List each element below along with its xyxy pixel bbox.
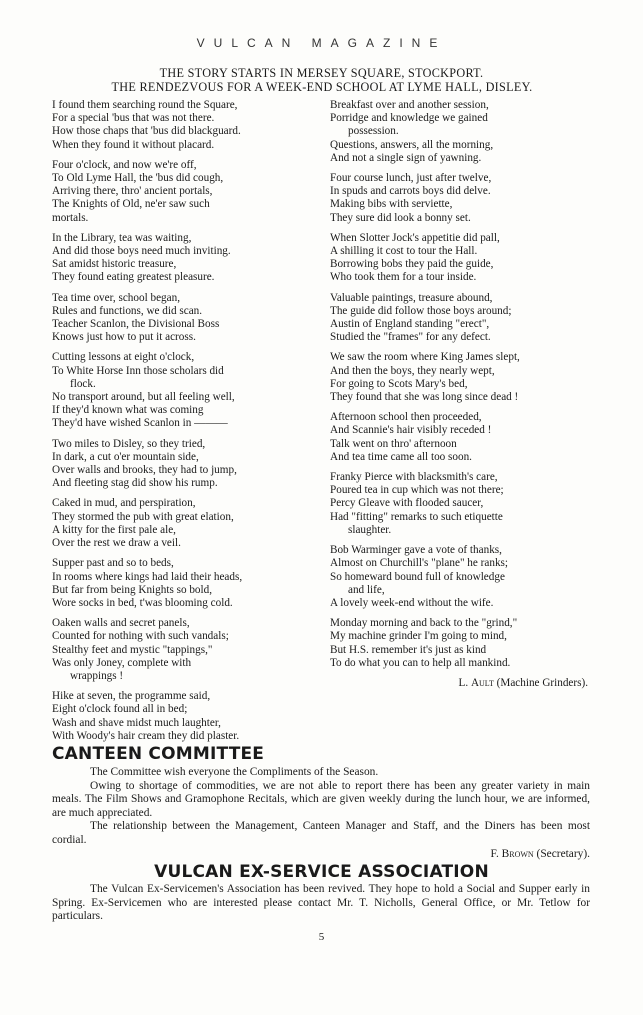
poem-line: mortals. [52, 211, 89, 224]
canteen-paragraph: The relationship between the Management, Canteen Manager and Staff, and the Diners has been most cordial. [52, 820, 590, 846]
poem-line: To do what you can to help all mankind. [330, 656, 511, 669]
poem-stanza [330, 411, 592, 464]
poem-line: And tea time came all too soon. [330, 450, 472, 463]
poem-stanza [52, 99, 322, 152]
poem-line: Counted for nothing with such vandals; [52, 630, 229, 643]
poem-line: Caked in mud, and perspiration, [52, 497, 196, 510]
poem-signature-dept: (Machine Grinders). [493, 676, 588, 689]
poem-line: A lovely week-end without the wife. [330, 596, 494, 609]
poem-line: To Old Lyme Hall, the 'bus did cough, [52, 172, 224, 185]
poem-line: I found them searching round the Square, [52, 99, 238, 111]
poem-line: The guide did follow those boys around; [330, 304, 512, 317]
poem-stanza [52, 497, 322, 550]
poem-line: In dark, a cut o'er mountain side, [52, 450, 199, 463]
poem-signature [330, 677, 592, 690]
poem-signature-initial: L. [458, 676, 471, 689]
ex-service-heading: VULCAN EX-SERVICE ASSOCIATION [154, 862, 489, 882]
poem-line: Talk went on thro' afternoon [330, 437, 457, 450]
poem-line: Stealthy feet and mystic "tappings," [52, 643, 213, 656]
poem-stanza [330, 471, 592, 537]
poem-line: Was only Joney, complete with [52, 656, 192, 669]
poem-line: And fleeting stag did show his rump. [52, 477, 218, 490]
poem-signature-name: Ault [470, 676, 494, 689]
poem-left-column [52, 99, 322, 750]
poem-line: In rooms where kings had laid their heads, [52, 570, 243, 583]
poem-line: Tea time over, school began, [52, 291, 180, 304]
poem-line: In spuds and carrots boys did delve. [330, 185, 491, 198]
canteen-credit-initial: F. [490, 847, 502, 860]
magazine-header: VULCAN MAGAZINE [196, 36, 447, 50]
poem-line: Franky Pierce with blacksmith's care, [330, 471, 498, 484]
poem-line: Austin of England standing "erect", [330, 318, 490, 331]
poem-line: Oaken walls and secret panels, [52, 617, 190, 630]
poem-title-line-2: THE RENDEZVOUS FOR A WEEK-END SCHOOL AT LYME HALL, DISLEY. [111, 80, 533, 94]
canteen-credit-name: Brown [501, 847, 534, 860]
canteen-heading: CANTEEN COMMITTEE [52, 744, 265, 764]
poem-line: Two miles to Disley, so they tried, [52, 437, 206, 450]
poem-line: A shilling it cost to tour the Hall. [330, 245, 478, 258]
poem-line: The Knights of Old, ne'er saw such [52, 198, 210, 211]
poem-line: Teacher Scanlon, the Divisional Boss [52, 318, 220, 331]
poem-line: They found eating greatest pleasure. [52, 271, 215, 284]
poem-line: Porridge and knowledge we gained [330, 112, 488, 125]
poem-line: Breakfast over and another session, [330, 99, 489, 111]
poem-line: And did those boys need much inviting. [52, 245, 231, 258]
poem-line: But far from being Knights so bold, [52, 583, 213, 596]
poem-line: flock. [70, 377, 96, 390]
poem-line: A kitty for the first pale ale, [52, 523, 176, 536]
poem-stanza [330, 351, 592, 404]
poem-line: But H.S. remember it's just as kind [330, 643, 487, 656]
ex-service-paragraph: The Vulcan Ex-Servicemen's Association has been revived. They hope to hold a Social and Supper early in Spring. Ex-Servicemen who are interested please contact Mr. T. Nicholls, General Office, or Mr. Tetlow for particulars. [52, 883, 590, 923]
poem-line: How those chaps that 'bus did blackguard. [52, 125, 241, 138]
poem-line: Over the rest we draw a veil. [52, 537, 181, 550]
poem-line: If they'd known what was coming [52, 404, 204, 417]
poem-line: My machine grinder I'm going to mind, [330, 630, 507, 643]
poem-line: wrappings ! [70, 669, 124, 682]
poem-line: Wore socks in bed, t'was blooming cold. [52, 596, 233, 609]
poem-line: To White Horse Inn those scholars did [52, 364, 224, 377]
poem-title-line-1: THE STORY STARTS IN MERSEY SQUARE, STOCKPORT. [159, 66, 484, 80]
poem-stanza [330, 99, 592, 165]
poem-line: Eight o'clock found all in bed; [52, 703, 188, 716]
poem-line: slaughter. [348, 523, 392, 536]
canteen-paragraph: The Committee wish everyone the Compliments of the Season. [90, 766, 379, 778]
poem-line: Studied the "frames" for any defect. [330, 331, 491, 344]
poem-line: We saw the room where King James slept, [330, 351, 520, 364]
poem-line: Valuable paintings, treasure abound, [330, 291, 493, 304]
poem-line: Afternoon school then proceeded, [330, 411, 482, 424]
poem-stanza [52, 351, 322, 430]
poem-stanza [52, 232, 322, 285]
poem-line: And Scannie's hair visibly receded ! [330, 424, 492, 437]
poem-line: They sure did look a bonny set. [330, 211, 471, 224]
poem-line: Borrowing bobs they paid the guide, [330, 258, 494, 271]
canteen-body [52, 766, 590, 861]
poem-line: Wash and shave midst much laughter, [52, 716, 221, 729]
canteen-credit-role: (Secretary). [533, 847, 590, 860]
ex-service-body [52, 883, 590, 924]
poem-line: And then the boys, they nearly wept, [330, 364, 495, 377]
poem-stanza [330, 617, 592, 670]
poem-line: Had "fitting" remarks to such etiquette [330, 510, 503, 523]
poem-stanza [52, 557, 322, 610]
poem-line: For a special 'bus that was not there. [52, 112, 215, 125]
poem-line: In the Library, tea was waiting, [52, 231, 192, 244]
poem-line: When they found it without placard. [52, 138, 215, 151]
poem-stanza [52, 617, 322, 683]
poem-line: Arriving there, thro' ancient portals, [52, 185, 213, 198]
poem-line: Almost on Churchill's "plane" he ranks; [330, 557, 509, 570]
poem-line: Four course lunch, just after twelve, [330, 172, 492, 185]
poem-line: Who took them for a tour inside. [330, 271, 477, 284]
poem-line: Cutting lessons at eight o'clock, [52, 351, 195, 364]
poem-line: Monday morning and back to the "grind," [330, 617, 518, 630]
poem-line: possession. [348, 125, 399, 138]
poem-stanza [330, 172, 592, 225]
poem-line: With Woody's hair cream they did plaster. [52, 729, 240, 742]
poem-stanza [52, 690, 322, 743]
poem-line: Rules and functions, we did scan. [52, 304, 203, 317]
poem-line: Questions, answers, all the morning, [330, 138, 494, 151]
poem-line: Poured tea in cup which was not there; [330, 484, 504, 497]
canteen-credit [52, 848, 590, 862]
poem-line: and life, [348, 583, 385, 596]
poem-line: Supper past and so to beds, [52, 557, 174, 570]
poem-line: Percy Gleave with flooded saucer, [330, 497, 484, 510]
poem-line: Bob Warminger gave a vote of thanks, [330, 544, 502, 557]
poem-stanza [330, 232, 592, 285]
poem-stanza [52, 438, 322, 491]
poem-line: For going to Scots Mary's bed, [330, 377, 468, 390]
poem-line: They found that she was long since dead ! [330, 391, 519, 404]
poem-line: Knows just how to put it across. [52, 331, 196, 344]
poem-line: Four o'clock, and now we're off, [52, 158, 197, 171]
poem-line: Over walls and brooks, they had to jump, [52, 464, 237, 477]
poem-line: Making bibs with serviette, [330, 198, 453, 211]
page-number: 5 [318, 931, 325, 943]
poem-right-column [330, 99, 592, 690]
canteen-paragraph: Owing to shortage of commodities, we are not able to report there has been any greater variety in main meals. The Film Shows and Gramophone Recitals, which are given weekly during the lunch hour, we are informed, are much appreciated. [52, 779, 590, 819]
poem-line: When Slotter Jock's appetitie did pall, [330, 231, 500, 244]
poem-stanza [330, 292, 592, 345]
poem-line: And not a single sign of yawning. [330, 151, 482, 164]
poem-line: So homeward bound full of knowledge [330, 570, 505, 583]
poem-stanza [52, 159, 322, 225]
poem-line: They stormed the pub with great elation, [52, 510, 234, 523]
poem-line: No transport around, but all feeling well, [52, 391, 235, 404]
poem-stanza [52, 292, 322, 345]
poem-stanza [330, 544, 592, 610]
poem-line: Hike at seven, the programme said, [52, 690, 211, 703]
poem-line: Sat amidst historic treasure, [52, 258, 177, 271]
poem-line: They'd have wished Scanlon in ——— [52, 417, 228, 430]
